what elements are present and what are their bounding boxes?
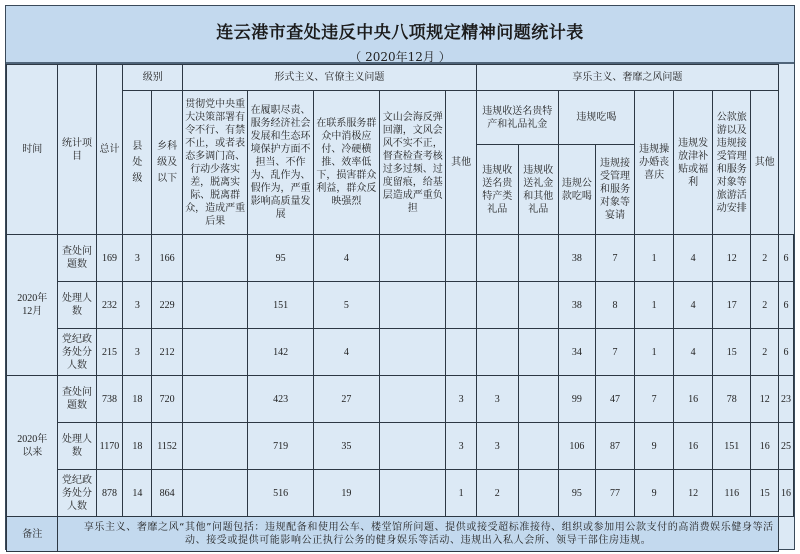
cell: 6 (779, 329, 794, 376)
row-item-label: 党纪政务处分人数 (58, 470, 96, 517)
cell: 2 (751, 235, 779, 282)
cell-total: 878 (96, 470, 123, 517)
cell (183, 423, 248, 470)
header-subsidies: 违规发放津补贴或福利 (674, 91, 713, 235)
header-formalism-col-4: 文山会海反弹回潮，文风会风不实不正，督查检查考核过多过频、过度留痕，给基层造成严重负担 (380, 91, 446, 235)
cell: 99 (558, 376, 595, 423)
cell: 27 (313, 376, 379, 423)
header-dining-public-funds: 违规公款吃喝 (558, 145, 595, 235)
cell: 4 (674, 329, 713, 376)
cell (183, 470, 248, 517)
cell: 2 (751, 282, 779, 329)
cell (476, 282, 518, 329)
note-text: 享乐主义、奢靡之风“其他”问题包括：违规配备和使用公车、楼堂馆所问题、提供或接受超标准接待、组织或参加用公款支付的高消费娱乐健身等活动、接受或提供可能影响公正执行公务的健身娱乐等活动、违规出入私人会所、领导干部住房违规。 (58, 517, 779, 552)
header-formalism-col-3: 在联系服务群众中消极应付、冷硬横推、效率低下，损害群众利益，群众反映强烈 (313, 91, 379, 235)
header-formalism-other: 其他 (446, 91, 476, 235)
cell: 12 (751, 376, 779, 423)
cell: 2 (476, 470, 518, 517)
cell (446, 282, 476, 329)
cell-county: 14 (123, 470, 152, 517)
cell-total: 738 (96, 376, 123, 423)
cell-township: 229 (152, 282, 183, 329)
cell: 25 (779, 423, 794, 470)
cell (183, 329, 248, 376)
cell: 1 (635, 282, 674, 329)
cell: 9 (635, 470, 674, 517)
note-label: 备注 (7, 517, 58, 552)
cell: 4 (674, 235, 713, 282)
cell: 3 (446, 423, 476, 470)
cell-county: 3 (123, 329, 152, 376)
header-gifts-group: 违规收送名贵特产和礼品礼金 (476, 91, 558, 145)
cell (518, 235, 558, 282)
cell: 4 (313, 329, 379, 376)
cell-township: 166 (152, 235, 183, 282)
cell: 6 (779, 282, 794, 329)
table-row (7, 329, 794, 376)
cell (476, 235, 518, 282)
cell: 1 (446, 470, 476, 517)
table-row (7, 235, 794, 282)
cell: 3 (476, 423, 518, 470)
period-label: 2020年以来 (7, 376, 58, 517)
cell: 106 (558, 423, 595, 470)
cell: 7 (635, 376, 674, 423)
cell: 516 (248, 470, 313, 517)
cell: 142 (248, 329, 313, 376)
row-item-label: 处理人数 (58, 282, 96, 329)
cell: 47 (596, 376, 635, 423)
cell-county: 3 (123, 235, 152, 282)
cell (380, 423, 446, 470)
header-total: 总计 (96, 65, 123, 235)
cell: 423 (248, 376, 313, 423)
cell (183, 235, 248, 282)
cell: 16 (674, 376, 713, 423)
header-dining-banquets: 违规接受管理和服务对象等宴请 (596, 145, 635, 235)
cell: 23 (779, 376, 794, 423)
cell: 3 (446, 376, 476, 423)
row-item-label: 党纪政务处分人数 (58, 329, 96, 376)
cell: 151 (713, 423, 751, 470)
cell (518, 423, 558, 470)
cell (183, 376, 248, 423)
cell: 3 (476, 376, 518, 423)
cell-county: 3 (123, 282, 152, 329)
cell-total: 215 (96, 329, 123, 376)
cell: 35 (313, 423, 379, 470)
header-weddings-funerals: 违规操办婚丧喜庆 (635, 91, 674, 235)
cell (518, 376, 558, 423)
cell: 116 (713, 470, 751, 517)
cell (518, 282, 558, 329)
cell: 19 (313, 470, 379, 517)
header-gifts-specialty: 违规收送名贵特产类礼品 (476, 145, 518, 235)
header-travel: 公款旅游以及违规接受管理和服务对象等旅游活动安排 (713, 91, 751, 235)
cell: 7 (596, 329, 635, 376)
cell: 15 (751, 470, 779, 517)
cell: 95 (558, 470, 595, 517)
cell: 2 (751, 329, 779, 376)
title-area (6, 6, 794, 64)
cell: 77 (596, 470, 635, 517)
table-row (7, 376, 794, 423)
cell-county: 18 (123, 376, 152, 423)
cell-township: 720 (152, 376, 183, 423)
table-row (7, 282, 794, 329)
cell: 9 (635, 423, 674, 470)
cell: 16 (751, 423, 779, 470)
row-item-label: 处理人数 (58, 423, 96, 470)
table-row (7, 470, 794, 517)
cell-township: 212 (152, 329, 183, 376)
cell: 17 (713, 282, 751, 329)
header-time: 时间 (7, 65, 58, 235)
cell (446, 329, 476, 376)
cell (380, 376, 446, 423)
period-label: 2020年12月 (7, 235, 58, 376)
cell: 38 (558, 235, 595, 282)
page-title: 连云港市查处违反中央八项规定精神问题统计表 (216, 23, 584, 43)
header-hedonism-group: 享乐主义、奢靡之风问题 (476, 65, 778, 91)
cell: 4 (313, 235, 379, 282)
header-formalism-col-1: 贯彻党中央重大决策部署有令不行、有禁不止，或者表态多调门高、行动少落实差，脱离实际、脱离群众，造成严重后果 (183, 91, 248, 235)
cell (380, 282, 446, 329)
cell: 38 (558, 282, 595, 329)
header-level-county: 县处级 (123, 91, 152, 235)
cell: 6 (779, 235, 794, 282)
table-row (7, 423, 794, 470)
cell: 16 (779, 470, 794, 517)
cell (518, 329, 558, 376)
header-gifts-cash: 违规收送礼金和其他礼品 (518, 145, 558, 235)
cell (380, 329, 446, 376)
cell-township: 864 (152, 470, 183, 517)
cell (476, 329, 518, 376)
header-hedonism-other: 其他 (751, 91, 779, 235)
cell-total: 232 (96, 282, 123, 329)
cell: 8 (596, 282, 635, 329)
note-row (7, 517, 794, 552)
cell (183, 282, 248, 329)
cell: 87 (596, 423, 635, 470)
cell-total: 1170 (96, 423, 123, 470)
cell-township: 1152 (152, 423, 183, 470)
cell (446, 235, 476, 282)
cell-county: 18 (123, 423, 152, 470)
row-item-label: 查处问题数 (58, 376, 96, 423)
cell (380, 235, 446, 282)
cell (380, 470, 446, 517)
cell: 34 (558, 329, 595, 376)
header-level: 级别 (123, 65, 183, 91)
statistics-table (6, 64, 794, 552)
row-item-label: 查处问题数 (58, 235, 96, 282)
cell: 95 (248, 235, 313, 282)
cell: 7 (596, 235, 635, 282)
header-level-township: 乡科级及以下 (152, 91, 183, 235)
cell: 4 (674, 282, 713, 329)
cell-total: 169 (96, 235, 123, 282)
cell (518, 470, 558, 517)
cell: 15 (713, 329, 751, 376)
statistics-sheet (5, 5, 795, 550)
cell: 12 (713, 235, 751, 282)
cell: 151 (248, 282, 313, 329)
header-item: 统计项目 (58, 65, 96, 235)
header-formalism-group: 形式主义、官僚主义问题 (183, 65, 477, 91)
header-dining-group: 违规吃喝 (558, 91, 634, 145)
cell: 1 (635, 329, 674, 376)
cell: 1 (635, 235, 674, 282)
page-subtitle: （ 2020年12月 ） (349, 50, 451, 64)
cell: 5 (313, 282, 379, 329)
header-formalism-col-2: 在履职尽责、服务经济社会发展和生态环境保护方面不担当、不作为、乱作为、假作为，严重影响高质量发展 (248, 91, 313, 235)
cell: 16 (674, 423, 713, 470)
cell: 12 (674, 470, 713, 517)
cell: 78 (713, 376, 751, 423)
cell: 719 (248, 423, 313, 470)
